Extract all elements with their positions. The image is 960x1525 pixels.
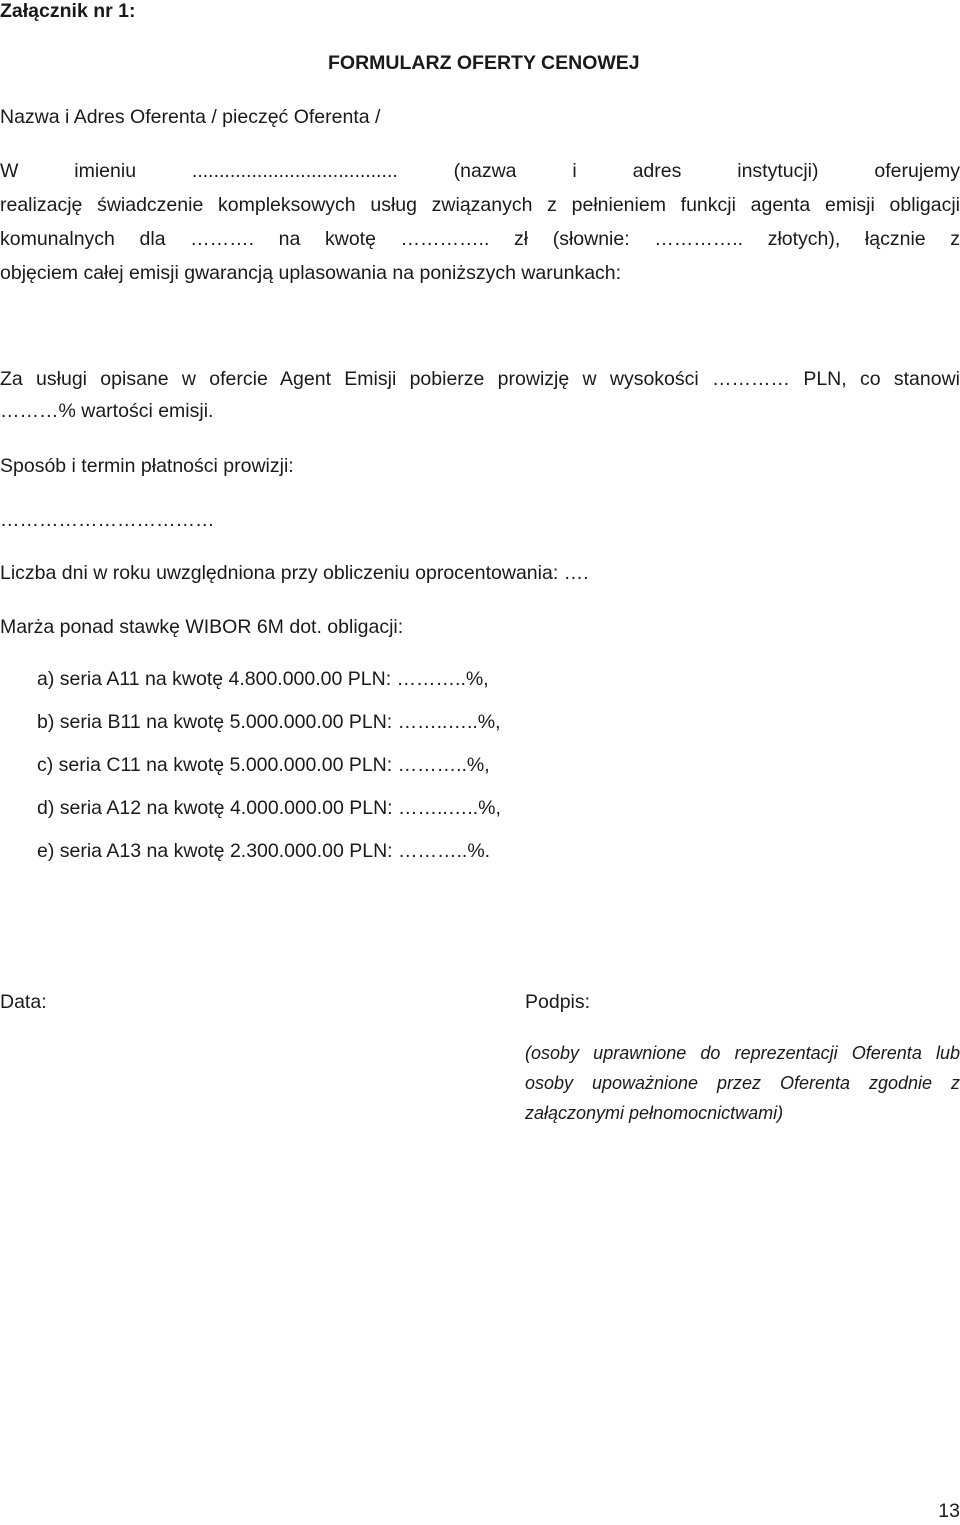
series-item-a: a) seria A11 na kwotę 4.800.000.00 PLN: ………..%, (37, 668, 489, 690)
commission-line-1: Za usługi opisane w ofercie Agent Emisji pobierze prowizję w wysokości ………… PLN, co stanowi (0, 368, 960, 390)
days-line: Liczba dni w roku uwzględniona przy obliczeniu oprocentowania: …. (0, 562, 589, 584)
series-item-b: b) seria B11 na kwotę 5.000.000.00 PLN: ……..…..%, (37, 711, 501, 733)
signature-note-line-3: załączonymi pełnomocnictwami) (525, 1103, 784, 1123)
form-title: FORMULARZ OFERTY CENOWEJ (328, 52, 640, 74)
series-item-c: c) seria C11 na kwotę 5.000.000.00 PLN: ………..%, (37, 754, 490, 776)
signature-label: Podpis: (525, 991, 591, 1013)
offer-line-1: W imieniu ...................................... (nazwa i adres instytucji) oferujemy (0, 160, 960, 182)
margin-label: Marża ponad stawkę WIBOR 6M dot. obligacji: (0, 616, 404, 638)
bidder-line: Nazwa i Adres Oferenta / pieczęć Oferenta / (0, 106, 381, 128)
attachment-label: Załącznik nr 1: (0, 0, 136, 22)
signature-note-line-2: osoby upoważnione przez Oferenta zgodnie z (525, 1073, 960, 1093)
series-item-e: e) seria A13 na kwotę 2.300.000.00 PLN: ………..%. (37, 840, 491, 862)
offer-line-3: komunalnych dla ………. na kwotę ………….. zł (słownie: ………….. złotych), łącznie z (0, 228, 960, 250)
payment-label: Sposób i termin płatności prowizji: (0, 455, 294, 477)
page-number: 13 (938, 1500, 960, 1522)
payment-blank: …………………………… (0, 509, 215, 531)
signature-note-line-1: (osoby uprawnione do reprezentacji Oferenta lub (525, 1043, 960, 1063)
offer-line-4: objęciem całej emisji gwarancją uplasowania na poniższych warunkach: (0, 262, 622, 284)
date-label: Data: (0, 991, 47, 1013)
commission-line-2: ………% wartości emisji. (0, 400, 214, 422)
offer-line-2: realizację świadczenie kompleksowych usług związanych z pełnieniem funkcji agenta emisji obligacji (0, 194, 960, 216)
series-item-d: d) seria A12 na kwotę 4.000.000.00 PLN: ……..…..%, (37, 797, 501, 819)
